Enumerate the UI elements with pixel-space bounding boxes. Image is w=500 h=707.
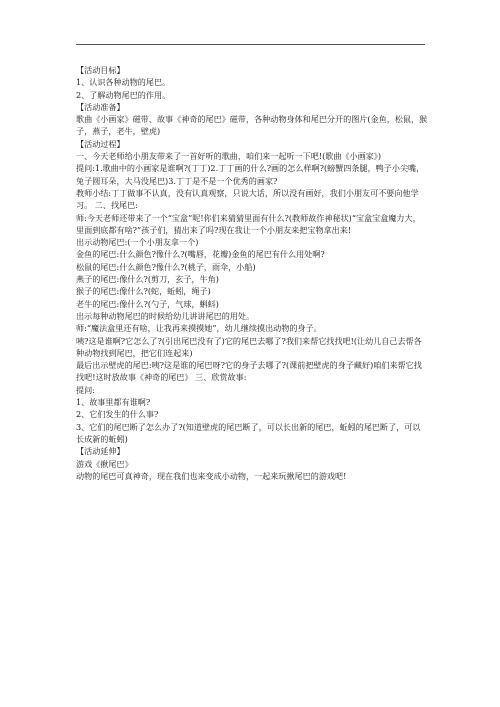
section-heading-preparation: 【活动准备】 xyxy=(76,101,125,112)
questions-label: 提问: xyxy=(76,384,95,395)
goal-item-1: 1、认识各种动物的尾巴。 xyxy=(76,77,171,88)
section-heading-goals: 【活动目标】 xyxy=(76,65,125,75)
teacher-summary: 教师小结:丁丁做事不认真，没有认真观察，只说大话，所以没有画好，我们小朋友可不要向他学习。 二、找尾巴: xyxy=(76,187,419,211)
magic-box-dialogue: 师:“魔法盒里还有啥，让我再来摸摸她”，幼儿继续摸出动物的身子。 xyxy=(76,323,322,334)
question-3: 3、它们的尾巴断了怎么办了?(知道壁虎的尾巴断了，可以长出新的尾巴，蚯蚓的尾巴断了，可以长成新的蚯蚓) xyxy=(76,421,421,444)
squirrel-tail: 松鼠的尾巴:什么颜色?像什么?(桃子，雨伞，小船) xyxy=(76,261,256,272)
swallow-tail: 燕子的尾巴:像什么?(剪刀，玄子，牛角) xyxy=(76,274,219,285)
find-tail-activity: 咦?这是谁啊?它怎么了?(引出尾巴没有了)它的尾巴去哪了?我们来帮它找找吧!(让幼儿自己去帮各种动物找到尾巴，把它们连起来) xyxy=(76,335,422,358)
process-questions: 提问:1.歌曲中的小画家是谁啊?(丁丁)2.丁丁画的什么?画的怎么样啊?(螃蟹四条腿，鸭子小尖嘴，兔子圆耳朵，大马没尾巴)3.丁丁是不是一个优秀的画家? xyxy=(76,163,425,186)
goal-item-2: 2、了解动物尾巴的作用。 xyxy=(76,89,171,100)
teacher-dialogue-box: 师:今天老师还带来了一个“宝盒”呢!你们来猜猜里面有什么?(教师故作神秘状)“宝盒宝盒魔力大，里面到底都有啥?”孩子们，猜出来了吗?现在我让一个小朋友来把宝物拿出来! xyxy=(76,212,421,235)
question-1: 1、故事里都有谁啊? xyxy=(76,397,151,408)
ox-tail: 老牛的尾巴:像什么?(勺子，气球，蝌蚪) xyxy=(76,298,219,309)
gecko-tail: 最后出示壁虎的尾巴:咦?这是谁的尾巴呀?它的身子去哪了?(课前把壁虎的身子藏好)咱们来帮它找找吧!这时放故事《神奇的尾巴》 三、欣赏故事: xyxy=(76,360,422,383)
tail-usage: 出示每种动物尾巴的时候给幼儿讲讲尾巴的用处。 xyxy=(76,310,255,321)
section-heading-process: 【活动过程】 xyxy=(76,138,125,149)
game-title: 游戏《揪尾巴》 xyxy=(76,458,133,469)
process-step-1: 一、今天老师给小朋友带来了一首好听的歌曲，咱们来一起听一下吧!(歌曲《小画家》) xyxy=(76,151,381,162)
monkey-tail: 猴子的尾巴:像什么?(蛇，蚯蚓，绳子) xyxy=(76,286,211,297)
section-heading-extension: 【活动延伸】 xyxy=(76,446,125,457)
show-tails: 出示动物尾巴:(一个小朋友拿一个) xyxy=(76,237,199,248)
preparation-text: 歌曲《小画家》磁带、故事《神奇的尾巴》磁带，各种动物身体和尾巴分开的图片(金鱼，松鼠，猴子，燕子，老牛，壁虎) xyxy=(76,114,428,137)
closing-text: 动物的尾巴可真神奇，现在我们也来变成小动物，一起来玩揪尾巴的游戏吧! xyxy=(76,470,347,481)
document-body xyxy=(76,64,428,482)
question-2: 2、它们发生的什么事? xyxy=(76,409,159,420)
header-rule xyxy=(76,44,425,45)
goldfish-tail: 金鱼的尾巴:什么颜色?像什么?(嘴唇，花瓣)金鱼的尾巴有什么用处啊? xyxy=(76,249,325,260)
